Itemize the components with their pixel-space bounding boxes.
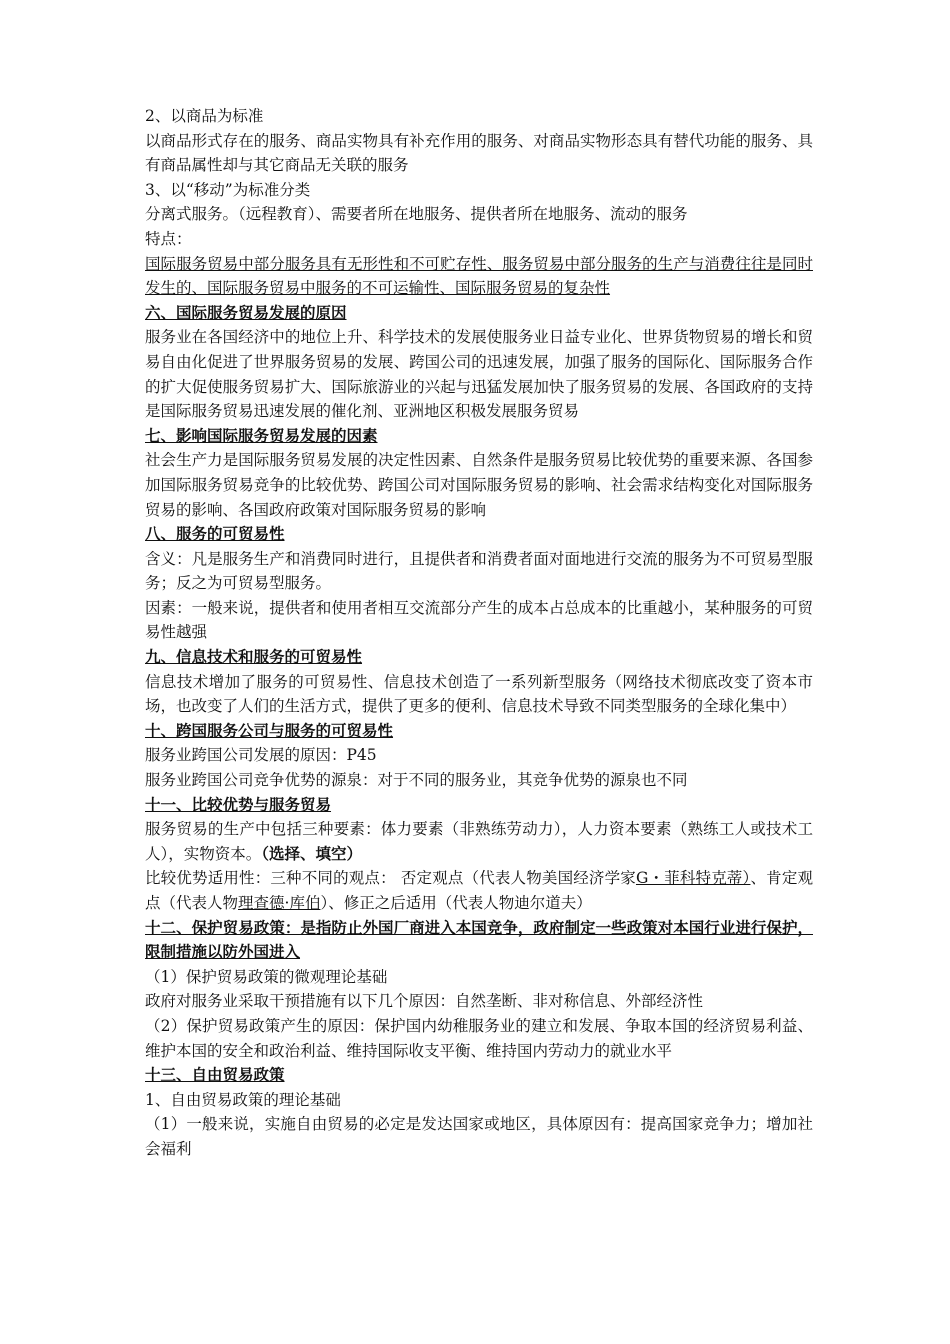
heading-13: 十三、自由贸易政策 (145, 1065, 285, 1085)
applicability-text-3: ）、修正之后适用（代表人物迪尔道夫） (320, 894, 592, 912)
features-label: 特点： (145, 229, 192, 248)
paragraph-movement-standard: 分离式服务。（远程教育）、需要者所在地服务、提供者所在地服务、流动的服务 (145, 205, 688, 224)
document-body (145, 104, 813, 1162)
paragraph-definition: 含义：凡是服务生产和消费同时进行，且提供者和消费者面对面地进行交流的服务为不可贸易型服务；反之为可贸易型服务。 (145, 549, 813, 593)
applicability-text: 比较优势适用性：三种不同的观点： 否定观点（代表人物美国经济学家 (145, 869, 636, 888)
heading-12: 十二、保护贸易政策：是指防止外国厂商进入本国竞争，政府制定一些政策对本国行业进行保护，限制措施以防外国进入 (145, 917, 813, 962)
paragraph-protection-causes: （2）保护贸易政策产生的原因：保护国内幼稚服务业的建立和发展、争取本国的经济贸易利益、维护本国的安全和政治利益、维持国际收支平衡、维持国内劳动力的就业水平 (145, 1016, 813, 1060)
paragraph-applicability (145, 866, 813, 915)
heading-6: 六、国际服务贸易发展的原因 (145, 302, 347, 322)
heading-7: 七、影响国际服务贸易发展的因素 (145, 425, 378, 445)
paragraph-mnc-advantage: 服务业跨国公司竞争优势的源泉：对于不同的服务业，其竞争优势的源泉也不同 (145, 771, 688, 790)
paragraph-information-technology: 信息技术增加了服务的可贸易性、信息技术创造了一系列新型服务（网络技术彻底改变了资本市场，也改变了人们的生活方式，提供了更多的便利、信息技术导致不同类型服务的全球化集中） (145, 672, 813, 716)
paragraph-free-trade-reasons: （1）一般来说，实施自由贸易的必定是发达国家或地区，具体原因有：提高国家竞争力；增加社会福利 (145, 1115, 813, 1158)
paragraph-development-reasons: 服务业在各国经济中的地位上升、科学技术的发展使服务业日益专业化、世界货物贸易的增长和贸易自由化促进了世界服务贸易的发展、跨国公司的迅速发展，加强了服务的国际化、国际服务合作的扩大促使服务贸易扩大、国际旅游业的兴起与迅猛发展加快了服务贸易的发展、各国政府的支持是国际服务贸易迅速发展的催化剂、亚洲地区积极发展服务贸易 (145, 328, 813, 421)
cooper-name-underlined: 理查德·库伯 (238, 894, 321, 912)
exam-note: （选择、填空） (261, 843, 363, 863)
paragraph-commodity-standard: 以商品形式存在的服务、商品实物具有补充作用的服务、对商品实物形态具有替代功能的服务、具有商品属性却与其它商品无关联的服务 (145, 131, 813, 175)
applicability-text-2: 、肯定观点（代表人物 (145, 869, 813, 912)
paragraph-features: 国际服务贸易中部分服务具有无形性和不可贮存性、服务贸易中部分服务的生产与消费往往是同时发生的、国际服务贸易中服务的不可运输性、国际服务贸易的复杂性 (145, 254, 813, 298)
heading-10: 十、跨国服务公司与服务的可贸易性 (145, 720, 394, 740)
line-3: 3、以“移动”为标准分类 (145, 180, 311, 199)
heading-11: 十一、比较优势与服务贸易 (145, 794, 332, 814)
paragraph-factors: 因素：一般来说，提供者和使用者相互交流部分产生的成本占总成本的比重越小，某种服务的可贸易性越强 (145, 598, 813, 642)
line-2: 2、以商品为标准 (145, 107, 264, 125)
three-factors-text: 服务贸易的生产中包括三种要素：体力要素（非熟练劳动力），人力资本要素（熟练工人或技术工人），实物资本。 (145, 820, 813, 863)
paragraph-mnc-reasons: 服务业跨国公司发展的原因：P45 (145, 746, 377, 765)
heading-8: 八、服务的可贸易性 (145, 524, 285, 544)
heading-9: 九、信息技术和服务的可贸易性 (145, 647, 363, 667)
economist-name-underlined: G・菲科特克蒂） (635, 869, 751, 888)
paragraph-free-trade-basis: 1、自由贸易政策的理论基础 (145, 1090, 341, 1109)
paragraph-influencing-factors: 社会生产力是国际服务贸易发展的决定性因素、自然条件是服务贸易比较优势的重要来源、各国参加国际服务贸易竞争的比较优势、跨国公司对国际服务贸易的影响、社会需求结构变化对国际服务贸易的影响、各国政府政策对国际服务贸易的影响 (145, 451, 813, 519)
paragraph-three-factors (145, 817, 813, 866)
paragraph-protection-micro: （1）保护贸易政策的微观理论基础 (145, 967, 388, 986)
paragraph-intervention-reasons: 政府对服务业采取干预措施有以下几个原因：自然垄断、非对称信息、外部经济性 (145, 992, 704, 1011)
